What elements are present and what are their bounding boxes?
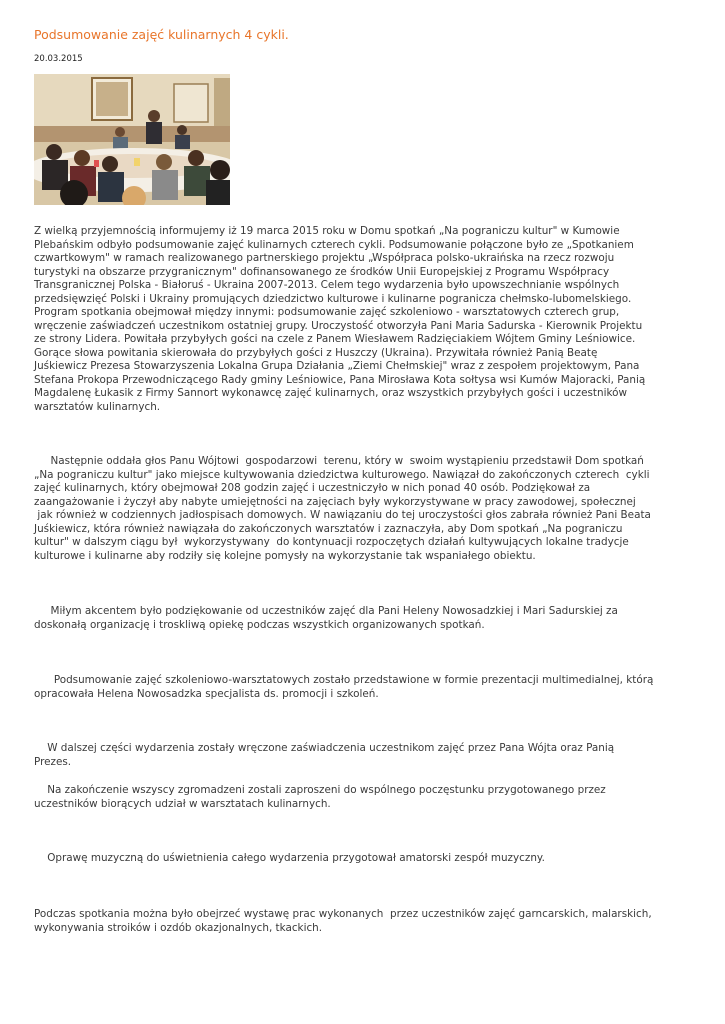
article-paragraph: Na zakończenie wszyscy zgromadzeni zostali zaproszeni do wspólnego poczęstunku przygotowanego przez uczestników biorących udział w warsztatach kulinarnych. — [34, 784, 606, 810]
article-paragraph: Oprawę muzyczną do uświetnienia całego wydarzenia przygotował amatorski zespół muzyczny. — [34, 852, 545, 864]
article-paragraph: Podsumowanie zajęć szkoleniowo-warsztatowych zostało przedstawione w formie prezentacji multimedialnej, którą opracowała Helena Nowosadzka specjalista ds. promocji i szkoleń. — [34, 674, 654, 700]
article-paragraph: W dalszej części wydarzenia zostały wręczone zaświadczenia uczestnikom zajęć przez Pana Wójta oraz Panią Prezes. — [34, 742, 615, 768]
article-paragraph: Podczas spotkania można było obejrzeć wystawę prac wykonanych przez uczestników zajęć garncarskich, malarskich, wykonywania stroików i ozdób okazjonalnych, tkackich. — [34, 908, 652, 934]
article-title: Podsumowanie zajęć kulinarnych 4 cykli. — [34, 27, 289, 42]
article-paragraph: Z wielką przyjemnością informujemy iż 19 marca 2015 roku w Domu spotkań „Na pograniczu kultur" w Kumowie Plebańskim odbyło podsumowanie zajęć kulinarnych czterech cykli. Podsumowanie połączone było ze „Spotkaniem czwartkowym" w ramach realizowanego partnerskiego projektu „Współpraca polsko-ukraińska na rzecz rozwoju turystyki na obszarze przygranicznym" dofinansowanego ze środków Unii Europejskiej z Programu Współpracy Transgranicznej Polska - Białoruś - Ukraina 2007-2013. Celem tego wydarzenia było upowszechnianie wspólnych przedsięwzięć Polski i Ukrainy promujących dziedzictwo kulturowe i kulinarne pogranicza chełmsko-lubomelskiego. Program spotkania obejmował między innymi: podsumowanie zajęć szkoleniowo - warsztatowych czterech grup, wręczenie zaświadczeń uczestnikom ostatniej grupy. Uroczystość otworzyła Pani Maria Sadurska - Kierownik Projektu ze strony Lidera. Powitała przybyłych gości na czele z Panem Wiesławem Radzięciakiem Wójtem Gminy Leśniowice. Gorące słowa powitania skierowała do przybyłych gości z Huszczy (Ukraina). Przywitała również Panią Beatę Juśkiewicz Prezesa Stowarzyszenia Lokalna Grupa Działania „Ziemi Chełmskiej" wraz z zespołem projektowym, Pana Stefana Prokopa Przewodniczącego Rady gminy Leśniowice, Pana Mirosława Kota sołtysa wsi Kumów Majoracki, Panią Magdalenę Łukasik z Firmy Sannort wykonawcę zajęć kulinarnych, oraz wszystkich przybyłych gości i uczestników warsztatów kulinarnych. — [34, 225, 646, 413]
article-paragraph: Miłym akcentem było podziękowanie od uczestników zajęć dla Pani Heleny Nowosadzkiej i Mari Sadurskiej za doskonałą organizację i troskliwą opiekę podczas wszystkich organizowanych spotkań. — [34, 605, 618, 631]
article-photo — [34, 74, 230, 205]
article-paragraph: Następnie oddała głos Panu Wójtowi gospodarzowi terenu, który w swoim wystąpieniu przedstawił Dom spotkań „Na pograniczu kultur" jako miejsce kultywowania dziedzictwa kulturowego. Nawiązał do zakończonych czterech cykli zajęć kulinarnych, który obejmował 208 godzin zajęć i uczestniczyło w nich ponad 40 osób. Podziękował za zaangażowanie i życzył aby nabyte umiejętności na zajęciach były wykorzystywane w pracy zawodowej, społecznej jak również w codziennych jadłospisach domowych. W nawiązaniu do tej uroczystości głos zabrała również Pani Beata Juśkiewicz, która również nawiązała do zakończonych warsztatów i zaznaczyła, aby Dom spotkań „Na pograniczu kultur" w dalszym ciągu był wykorzystywany do kontynuacji rozpoczętych działań kultywujących lokalne tradycje kulturowe i kulinarne aby rodziły się kolejne pomysły na wykorzystanie tak wspaniałego obiektu. — [34, 455, 651, 562]
article-date: 20.03.2015 — [34, 54, 83, 64]
